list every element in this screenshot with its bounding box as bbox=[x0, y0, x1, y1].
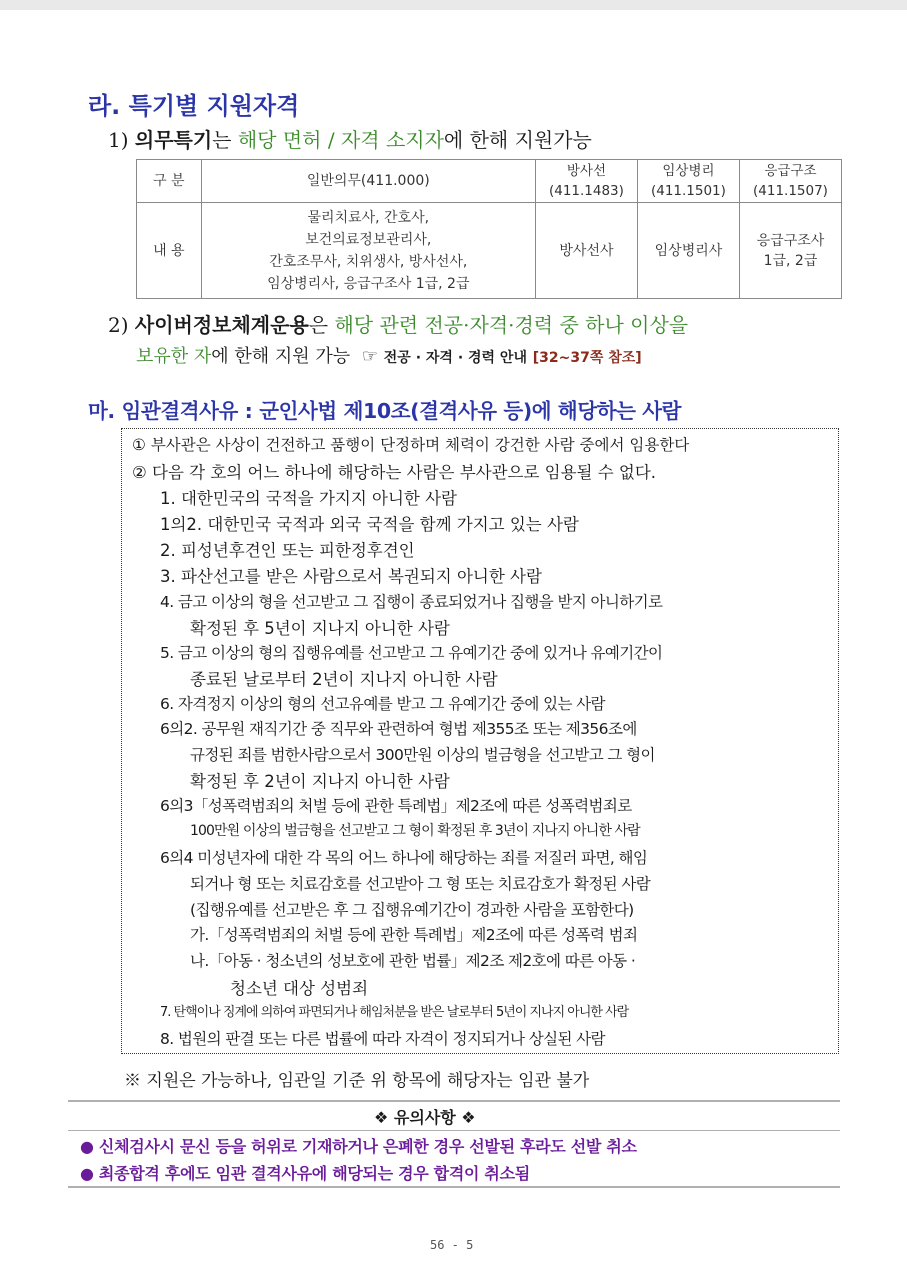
ma-line-24: 8. 법원의 판결 또는 다른 법률에 따라 자격이 정지되거나 상실된 사람 bbox=[160, 1030, 605, 1048]
ma-line-3: 1. 대한민국의 국적을 가지지 아니한 사람 bbox=[160, 489, 457, 508]
item2-bold: 사이버정보체계운용 bbox=[134, 313, 309, 337]
header-col4: 응급구조 (411.1507) bbox=[739, 160, 841, 203]
ma-line-18: 되거나 형 또는 치료감호를 선고받아 그 형 또는 치료감호가 확정된 사람 bbox=[190, 875, 651, 893]
notes-top-rule bbox=[68, 1100, 840, 1102]
row-col4: 응급구조사 1급, 2급 bbox=[739, 203, 841, 299]
ma-line-15: 6의3「성폭력범죄의 처벌 등에 관한 특례법」제2조에 따른 성폭력범죄로 bbox=[160, 797, 632, 815]
header-col3: 임상병리 (411.1501) bbox=[637, 160, 739, 203]
ma-line-12: 6의2. 공무원 재직기간 중 직무와 관련하여 형법 제355조 또는 제356조에 bbox=[160, 720, 637, 738]
item2-number: 2) bbox=[108, 313, 129, 337]
item2-green2: 보유한 자 bbox=[136, 346, 212, 367]
header-col1: 일반의무(411.000) bbox=[201, 160, 535, 203]
ma-line-6: 3. 파산선고를 받은 사람으로서 복권되지 아니한 사람 bbox=[160, 567, 542, 586]
ma-line-13: 규정된 죄를 범한사람으로서 300만원 이상의 벌금형을 선고받고 그 형이 bbox=[190, 746, 655, 764]
item2-particle: 은 bbox=[308, 313, 329, 337]
qualification-table bbox=[136, 159, 842, 299]
section-ra-item2 bbox=[108, 309, 688, 338]
item1-rest: 에 한해 지원가능 bbox=[443, 128, 592, 152]
header-label: 구 분 bbox=[137, 160, 202, 203]
item1-bold: 의무특기 bbox=[134, 128, 213, 152]
ma-line-1: ① 부사관은 사상이 건전하고 품행이 단정하며 체력이 강건한 사람 중에서 임용한다 bbox=[132, 436, 690, 454]
ma-line-4: 1의2. 대한민국 국적과 외국 국적을 함께 가지고 있는 사람 bbox=[160, 515, 579, 534]
item2-page-ref: [32~37쪽 참조] bbox=[532, 350, 642, 366]
ma-line-20: 가.「성폭력범죄의 처벌 등에 관한 특례법」제2조에 따른 성폭력 범죄 bbox=[190, 926, 638, 944]
table-header-row bbox=[137, 160, 842, 203]
ma-line-14: 확정된 후 2년이 지나지 아니한 사람 bbox=[190, 772, 450, 791]
section-ra-title: 라. 특기별 지원자격 bbox=[88, 92, 300, 120]
ma-footnote: ※ 지원은 가능하나, 임관일 기준 위 항목에 해당자는 임관 불가 bbox=[124, 1071, 590, 1091]
ma-line-5: 2. 피성년후견인 또는 피한정후견인 bbox=[160, 541, 415, 560]
item2-ref: 전공 · 자격 · 경력 안내 bbox=[383, 350, 527, 366]
ma-line-7: 4. 금고 이상의 형을 선고받고 그 집행이 종료되었거나 집행을 받지 아니하기로 bbox=[160, 593, 663, 611]
row-label: 내 용 bbox=[137, 203, 202, 299]
section-ra-item2-line2 bbox=[136, 342, 642, 368]
ma-line-19: (집행유예를 선고받은 후 그 집행유예기간이 경과한 사람을 포함한다) bbox=[190, 901, 634, 919]
ma-line-2: ② 다음 각 호의 어느 하나에 해당하는 사람은 부사관으로 임용될 수 없다. bbox=[132, 463, 657, 482]
item1-particle: 는 bbox=[212, 128, 232, 152]
row-col2: 방사선사 bbox=[535, 203, 637, 299]
header-col2: 방사선 (411.1483) bbox=[535, 160, 637, 203]
section-ra-item1 bbox=[108, 124, 592, 153]
item2-rest: 에 한해 지원 가능 bbox=[211, 346, 351, 367]
top-edge bbox=[0, 0, 907, 10]
notes-bottom-rule bbox=[68, 1186, 840, 1188]
note-item-2: ● 최종합격 후에도 임관 결격사유에 해당되는 경우 합격이 취소됨 bbox=[80, 1164, 530, 1183]
row-col1: 물리치료사, 간호사, 보건의료정보관리사, 간호조무사, 치위생사, 방사선사, 임상병리사, 응급구조사 1급, 2급 bbox=[201, 203, 535, 299]
ma-line-8: 확정된 후 5년이 지나지 아니한 사람 bbox=[190, 619, 450, 638]
ma-line-9: 5. 금고 이상의 형의 집행유예를 선고받고 그 유예기간 중에 있거나 유예기간이 bbox=[160, 644, 663, 662]
ma-line-11: 6. 자격정지 이상의 형의 선고유예를 받고 그 유예기간 중에 있는 사람 bbox=[160, 695, 605, 713]
section-ma-title: 마. 임관결격사유 : 군인사법 제10조(결격사유 등)에 해당하는 사람 bbox=[88, 399, 682, 423]
page-number: 56 - 5 bbox=[430, 1238, 474, 1252]
ma-line-21: 나.「아동 · 청소년의 성보호에 관한 법률」제2조 제2호에 따른 아동 · bbox=[190, 952, 636, 970]
row-col3: 임상병리사 bbox=[637, 203, 739, 299]
item2-green1: 해당 관련 전공·자격·경력 중 하나 이상을 bbox=[334, 313, 689, 337]
item1-number: 1) bbox=[108, 128, 129, 152]
ma-line-22: 청소년 대상 성범죄 bbox=[230, 979, 369, 998]
item1-green: 해당 면허 / 자격 소지자 bbox=[237, 128, 444, 152]
ma-line-23: 7. 탄핵이나 징계에 의하여 파면되거나 해임처분을 받은 날로부터 5년이 지나지 아니한 사람 bbox=[160, 1005, 629, 1020]
notes-mid-rule bbox=[68, 1130, 840, 1131]
ma-line-16: 100만원 이상의 벌금형을 선고받고 그 형이 확정된 후 3년이 지나지 아니한 사람 bbox=[190, 823, 640, 839]
ma-line-10: 종료된 날로부터 2년이 지나지 아니한 사람 bbox=[190, 670, 498, 689]
notes-title: ❖ 유의사항 ❖ bbox=[374, 1108, 476, 1127]
note-item-1: ● 신체검사시 문신 등을 허위로 기재하거나 은폐한 경우 선발된 후라도 선발 취소 bbox=[80, 1137, 637, 1156]
table-content-row bbox=[137, 203, 842, 299]
pointer-icon: ☞ bbox=[361, 346, 379, 367]
ma-line-17: 6의4 미성년자에 대한 각 목의 어느 하나에 해당하는 죄를 저질러 파면, 해임 bbox=[160, 849, 648, 867]
